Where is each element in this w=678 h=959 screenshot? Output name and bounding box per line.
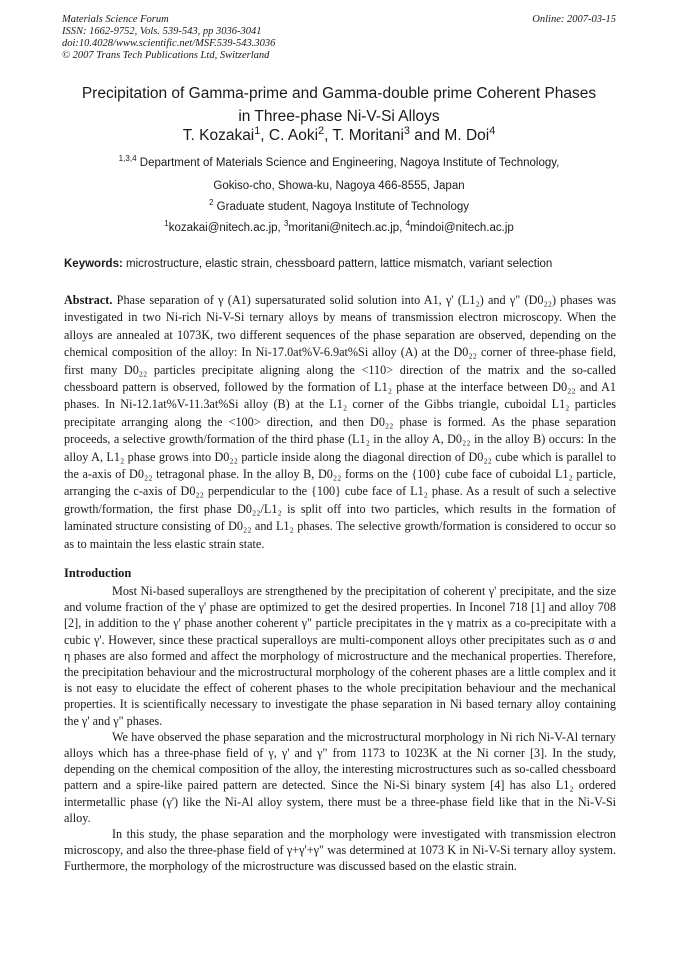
author-2: C. Aoki bbox=[268, 127, 319, 144]
author-3: T. Moritani bbox=[332, 127, 404, 144]
issn-line: ISSN: 1662-9752, Vols. 539-543, pp 3036-3041 bbox=[62, 26, 262, 37]
email-1-sup: 1 bbox=[164, 219, 169, 229]
affiliation-dept-sup: 1,3,4 bbox=[118, 154, 137, 164]
journal-header bbox=[62, 14, 616, 62]
email-3[interactable]: mindoi@nitech.ac.jp bbox=[410, 222, 514, 234]
email-2[interactable]: moritani@nitech.ac.jp, bbox=[288, 222, 406, 234]
author-3-sup: 3 bbox=[403, 124, 410, 137]
keywords bbox=[64, 258, 616, 270]
keywords-label: Keywords: bbox=[64, 258, 123, 270]
title-line-2: in Three-phase Ni-V-Si Alloys bbox=[238, 108, 440, 125]
journal-name: Materials Science Forum bbox=[62, 14, 169, 25]
affiliation-grad-sup: 2 bbox=[209, 198, 214, 208]
author-2-sup: 2 bbox=[318, 124, 325, 137]
affiliation-grad-text: Graduate student, Nagoya Institute of Technology bbox=[213, 201, 469, 213]
affiliation-dept-text: Department of Materials Science and Engineering, Nagoya Institute of Technology, bbox=[136, 157, 560, 169]
author-4-sup: 4 bbox=[489, 124, 496, 137]
intro-paragraph-3: In this study, the phase separation and the morphology were investigated with transmission electron microscopy, and also the three-phase field of γ+γ'+γ" was determined at 1073 K in Ni-V-Si ternary alloy system. Furthermore, the morphology of the microstructure was discussed based on the elastic strain. bbox=[64, 827, 616, 874]
author-1: T. Kozakai bbox=[182, 127, 255, 144]
doi-line: doi:10.4028/www.scientific.net/MSF.539-543.3036 bbox=[62, 38, 276, 49]
affiliation-grad bbox=[40, 198, 638, 213]
abstract-text: Phase separation of γ (A1) supersaturated solid solution into A1, γ' (L1₂) and γ" (D0₂₂) phases was investigated in two Ni-rich Ni-V-Si ternary alloys by means of transmission electron microscopy. When the alloys are annealed at 1073K, two different sequences of the phase separation are observed, depending on the chemical composition of the alloy: In Ni-17.0at%V-6.9at%Si alloy (A) at the D0₂₂ corner of three-phase field, first many D0₂₂ particles precipitate aligning along the <110> direction of the matrix and the so-called chessboard pattern is observed, followed by the formation of L1₂ phase at the interface between D0₂₂ and A1 phases. In Ni-12.1at%V-11.3at%Si alloy (B) at the L1₂ corner of the Gibbs triangle, cuboidal L1₂ particles precipitate arranging along the <100> direction, and then D0₂₂ phase is formed. As the phase separation proceeds, a selective growth/formation of the third phase (L1₂ in the alloy A, D0₂₂ in the alloy B) occurs: In the alloy A, L1₂ phase grows into D0₂₂ particle inside along the diagonal direction of D0₂₂ cube which is parallel to the a-axis of D0₂₂ tetragonal phase. In the alloy B, D0₂₂ forms on the {100} cube face of cuboidal L1₂ particle, arranging the c-axis of D0₂₂ perpendicular to the {100} cube face of L1₂ phase. As a result of such a selective growth/formation, the first phase D0₂₂/L1₂ is split off into two particles, which results in the formation of laminated structure consisting of D0₂₂ and L1₂ phases. The selective growth/formation is considered to occur so as to maintain the less elastic strain state. bbox=[64, 293, 616, 551]
intro-paragraph-1: Most Ni-based superalloys are strengthened by the precipitation of coherent γ' precipitate, and the size and volume fraction of the γ' phase are optimized to get the desired properties. In Inconel 718 [1] and alloy 708 [2], in addition to the γ' phase another coherent γ" particle precipitates in the γ matrix as a co-precipitate with a cubic γ'. However, since these practical superalloys are multi-component alloys other precipitates such as σ and η phases are also formed and affect the morphology of microstructure and the mechanical properties. Therefore, the precipitation behaviour and the microstructural morphology of the coherent phases are a little complex and it is not easy to elucidate the effect of coherent phases to the whole precipitation behaviour and the mechanical properties. It is scientifically necessary to investigate the phase separation in Ni based ternary alloy containing the γ' and γ" phases. bbox=[64, 584, 616, 728]
abstract bbox=[64, 292, 616, 553]
email-list bbox=[40, 219, 638, 234]
paper-title bbox=[40, 82, 638, 128]
introduction-heading: Introduction bbox=[64, 566, 132, 580]
copyright-line: © 2007 Trans Tech Publications Ltd, Switzerland bbox=[62, 50, 270, 61]
online-date: Online: 2007-03-15 bbox=[532, 14, 616, 25]
title-line-1: Precipitation of Gamma-prime and Gamma-double prime Coherent Phases bbox=[81, 85, 597, 102]
author-4: M. Doi bbox=[444, 127, 490, 144]
introduction-body bbox=[64, 583, 616, 875]
email-2-sup: 3 bbox=[283, 219, 289, 229]
author-1-sup: 1 bbox=[254, 124, 261, 137]
affiliation-address: Gokiso-cho, Showa-ku, Nagoya 466-8555, Japan bbox=[213, 180, 465, 192]
intro-paragraph-2: We have observed the phase separation and the microstructural morphology in Ni rich Ni-V-Al ternary alloys which has a three-phase field of γ, γ' and γ" from 1173 to 1023K at the Ni corner [3]. In the study, depending on the chemical composition of the alloy, the interesting microstructures such as so-called chessboard pattern and a spire-like paired pattern are detected. Since the Ni-Si binary system [4] has also L1₂ ordered intermetallic phase (γ') like the Ni-Al alloy system, there must be a three-phase field like that in the Ni-V-Si alloy. bbox=[64, 729, 616, 825]
affiliation-dept bbox=[40, 154, 638, 169]
author-list: T. Kozakai$^1$, C. Aoki$^2$, T. Moritani$^3$ and M. Doi$^4$ bbox=[182, 124, 496, 144]
email-3-sup: 4 bbox=[405, 219, 411, 229]
email-1[interactable]: kozakai@nitech.ac.jp, bbox=[168, 222, 284, 234]
keywords-text: microstructure, elastic strain, chessboard pattern, lattice mismatch, variant selection bbox=[122, 258, 553, 270]
abstract-label: Abstract. bbox=[64, 293, 113, 307]
